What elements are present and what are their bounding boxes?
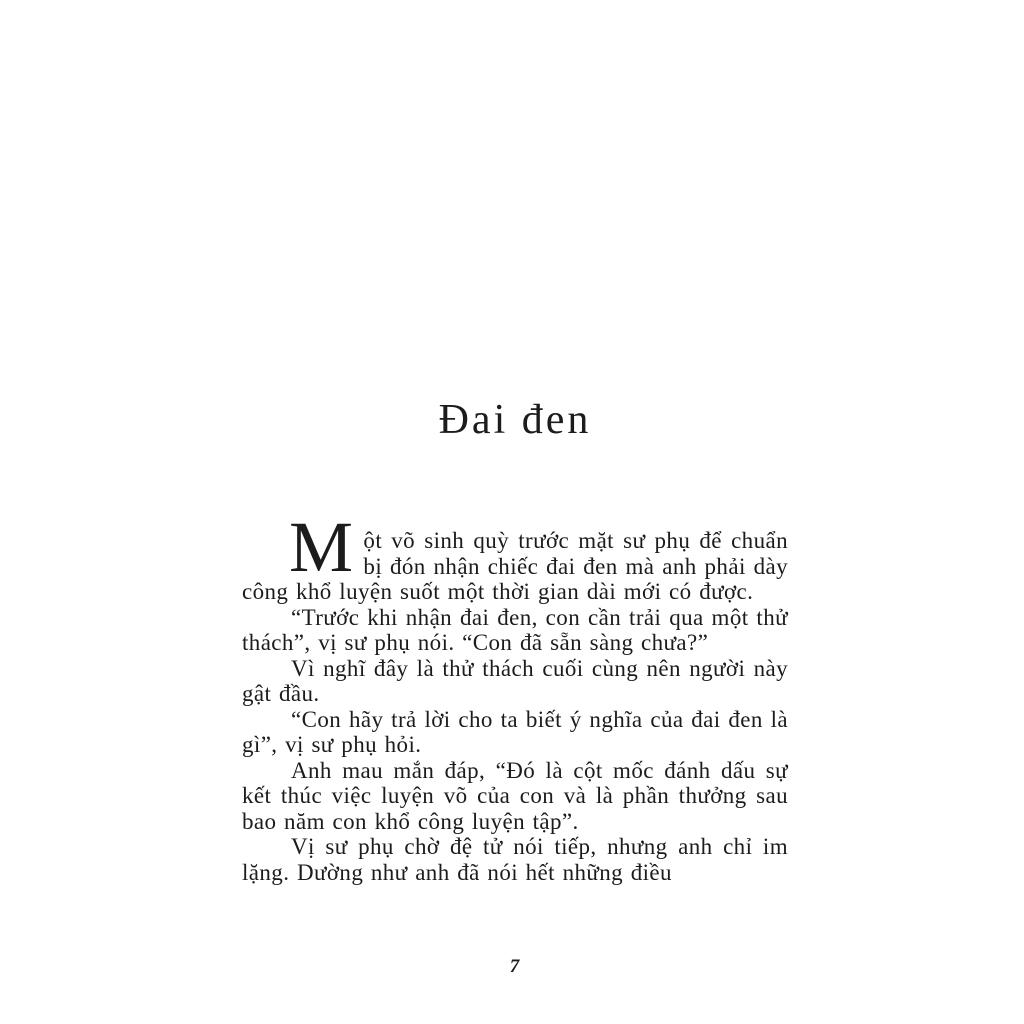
paragraph-opening xyxy=(242,507,788,605)
paragraph: “Con hãy trả lời cho ta biết ý nghĩa của đai đen là gì”, vị sư phụ hỏi. xyxy=(242,706,788,757)
paragraph: “Trước khi nhận đai đen, con cần trải qua một thử thách”, vị sư phụ nói. “Con đã sẵn sàng chưa?” xyxy=(242,604,788,655)
body-text xyxy=(242,507,788,885)
paragraph: Anh mau mắn đáp, “Đó là cột mốc đánh dấu sự kết thúc việc luyện võ của con và là phần thưởng sau bao năm con khổ công luyện tập”. xyxy=(242,757,788,834)
drop-cap: M xyxy=(289,507,354,587)
paragraph: Vì nghĩ đây là thử thách cuối cùng nên người này gật đầu. xyxy=(242,655,788,706)
chapter-title: Đai đen xyxy=(438,397,592,443)
text-column xyxy=(242,396,788,885)
paragraph-text: ột võ sinh quỳ trước mặt sư phụ để chuẩn bị đón nhận chiếc đai đen mà anh phải dày công khổ luyện suốt một thời gian dài mới có được. xyxy=(242,528,788,604)
page-number: 7 xyxy=(509,956,521,977)
paragraph: Vị sư phụ chờ đệ tử nói tiếp, nhưng anh chỉ im lặng. Dường như anh đã nói hết những điều xyxy=(242,834,788,885)
